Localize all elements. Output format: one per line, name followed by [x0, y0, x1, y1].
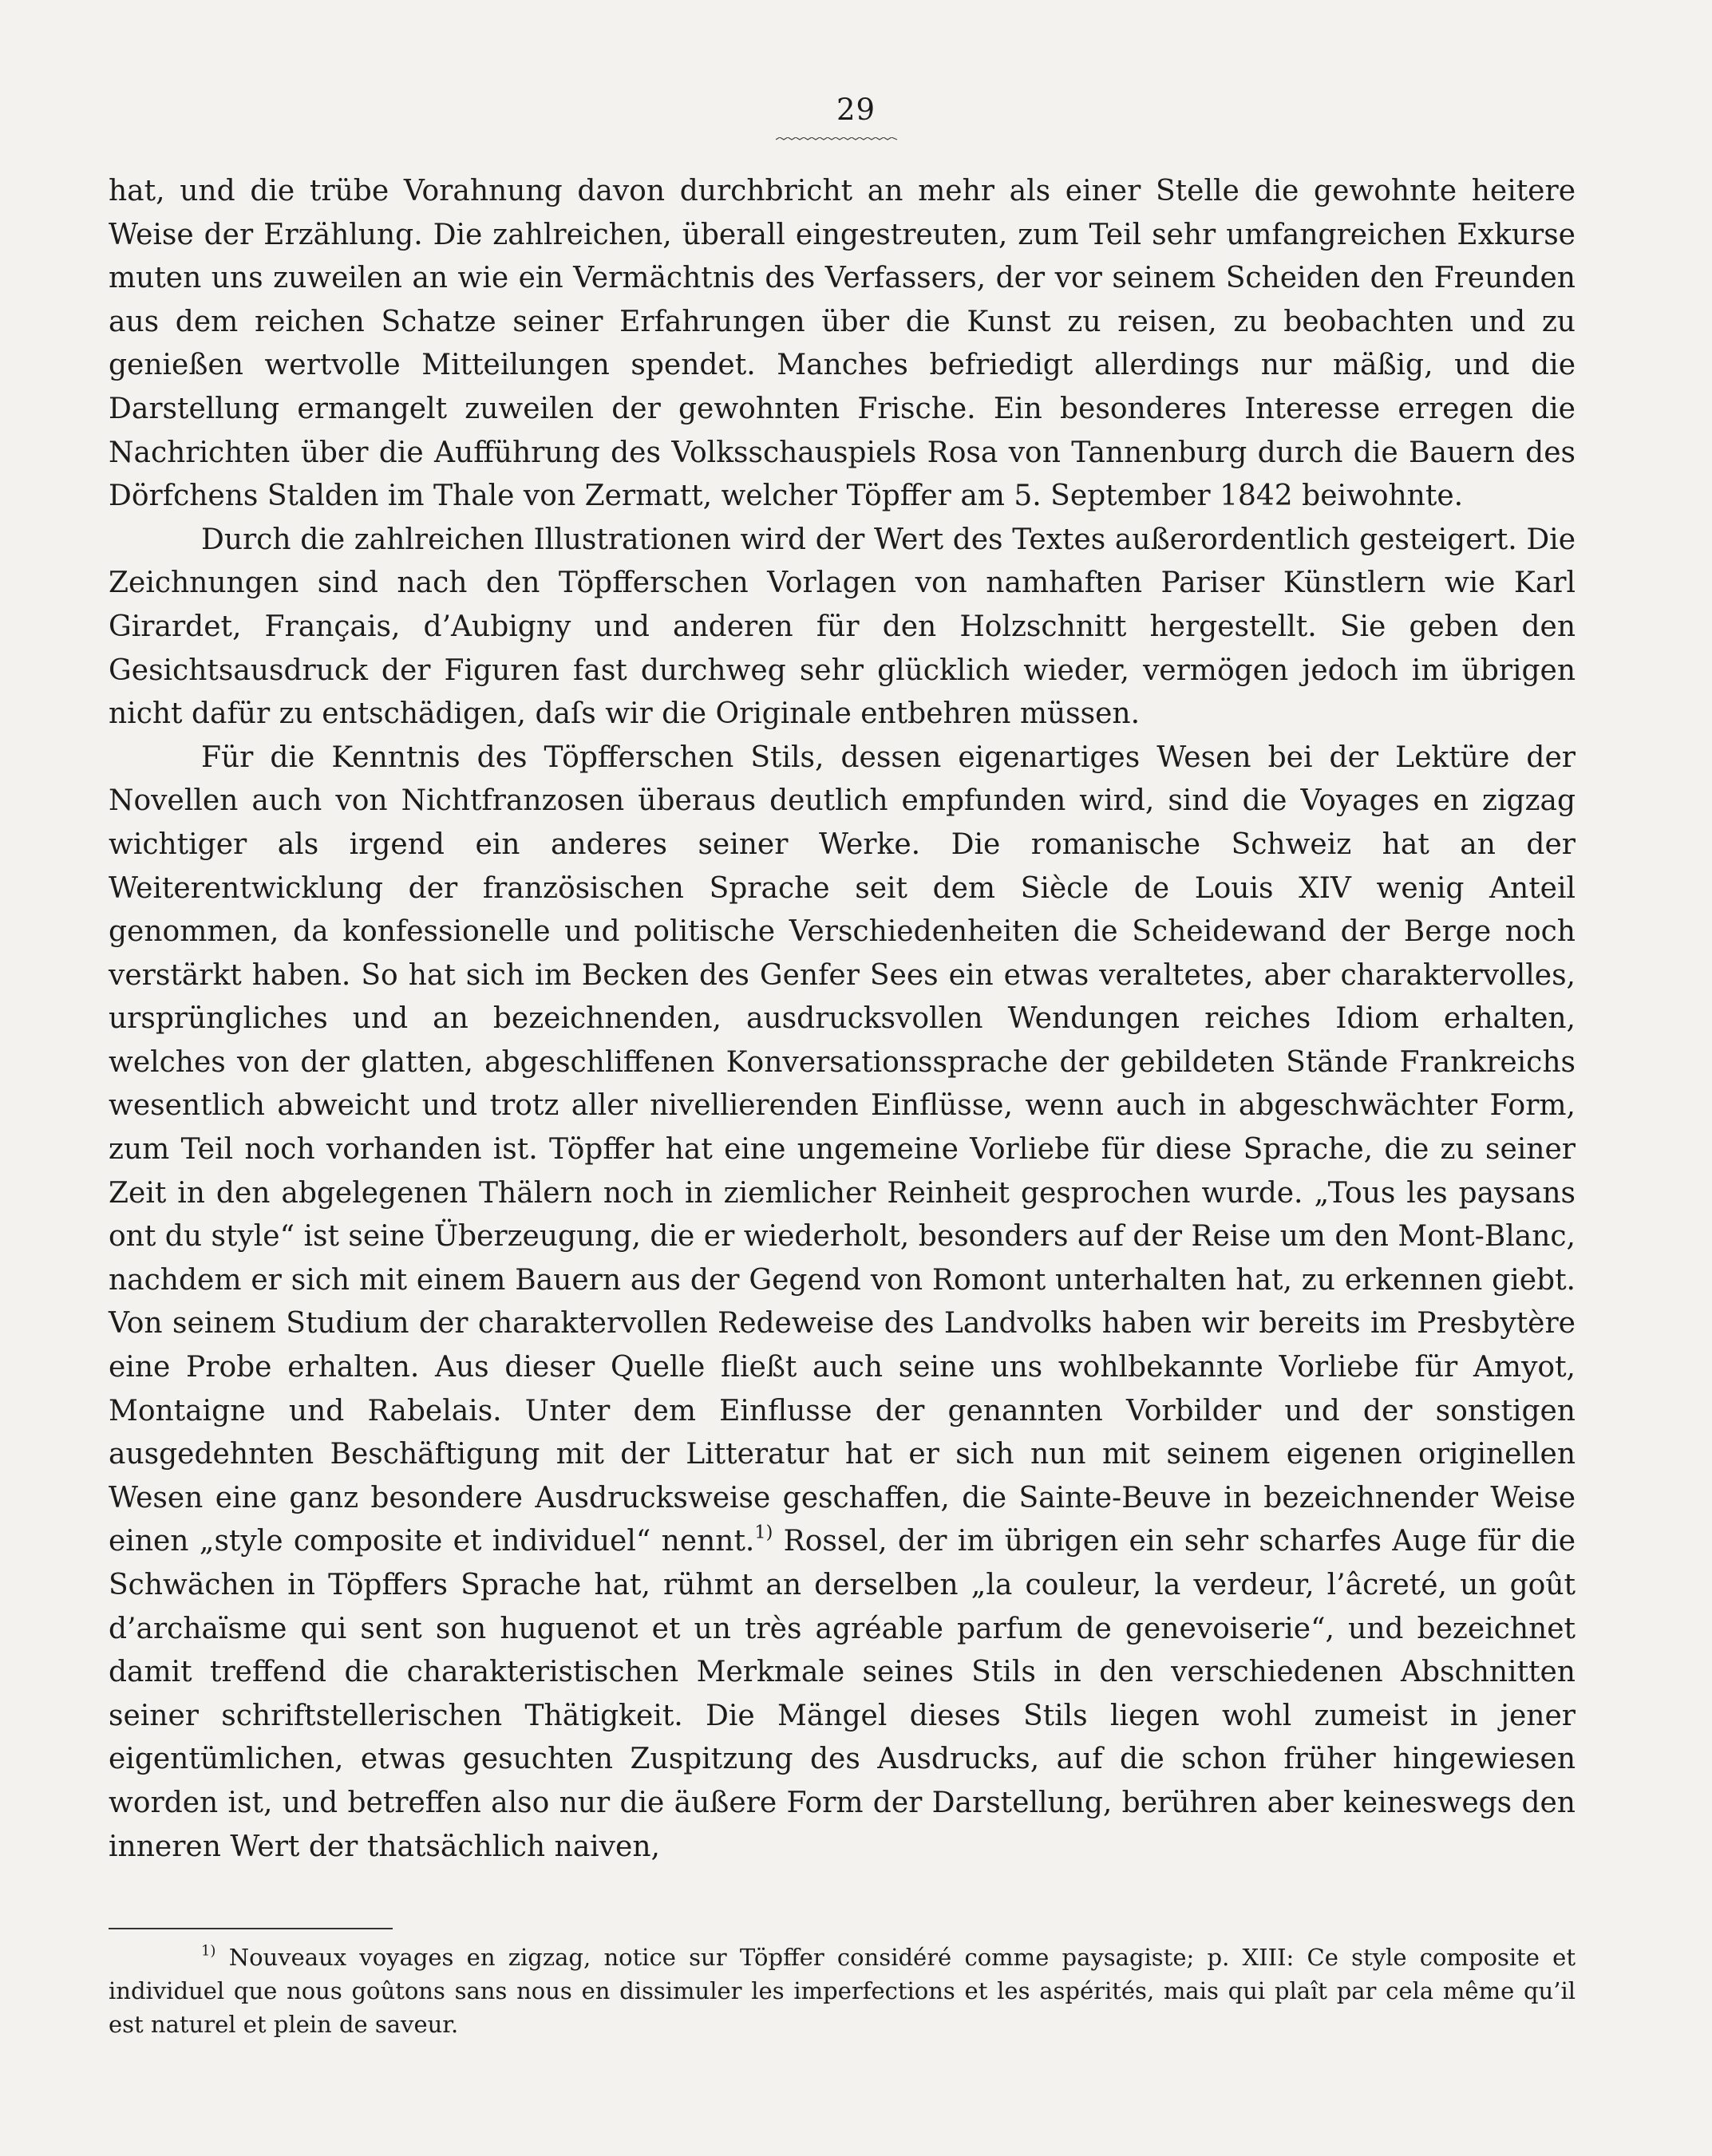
footnotes: [109, 1941, 1576, 2041]
paragraph-2-text: Durch die zahlreichen Illustrationen wird der Wert des Textes außerordentlich gesteigert. Die Zeichnungen sind nach den Töpfferschen Vorlagen von namhaften Pariser Künstlern wie Karl Girardet, Français, d’Aubigny und anderen für den Holzschnitt hergestellt. Sie geben den Gesichtsausdruck der Figuren fast durchweg sehr glücklich wieder, vermögen jedoch im übrigen nicht dafür zu entschädigen, daſs wir die Originale entbehren müssen.: [109, 523, 1576, 731]
footnote-marker: 1): [201, 1942, 216, 1960]
paragraph-3-continuation: Rossel, der im übrigen ein sehr scharfes Auge für die Schwächen in Töpffers Sprache hat, rühmt an derselben „la couleur, la verdeur, l’âcreté, un goût d’archaïsme qui sent son huguenot et un très agréable parfum de genevoiserie“, und bezeichnet damit treffend die charakteristischen Merkmale seines Stils in den verschiedenen Abschnitten seiner schriftstellerischen Thätigkeit. Die Mängel dieses Stils liegen wohl zumeist in jener eigentümlichen, etwas gesuchten Zuspitzung des Ausdrucks, auf die schon früher hingewiesen worden ist, und betreffen also nur die äußere Form der Darstellung, berühren aber keineswegs den inneren Wert der thatsächlich naiven,: [109, 1525, 1576, 1863]
footnote-1: [109, 1941, 1576, 2041]
footnote-reference: 1): [754, 1522, 773, 1543]
paragraph-1-text: hat, und die trübe Vorahnung davon durchbricht an mehr als einer Stelle die gewohnte heitere Weise der Erzählung. Die zahlreichen, überall eingestreuten, zum Teil sehr umfangreichen Exkurse muten uns zuweilen an wie ein Vermächtnis des Verfassers, der vor seinem Scheiden den Freunden aus dem reichen Schatze seiner Erfahrungen über die Kunst zu reisen, zu beobachten und zu genießen wertvolle Mitteilungen spendet. Manches befriedigt allerdings nur mäßig, und die Darstellung ermangelt zuweilen der gewohnten Frische. Ein besonderes Interesse erregen die Nachrichten über die Aufführung des Volksschauspiels Rosa von Tannenburg durch die Bauern des Dörfchens Stalden im Thale von Zermatt, welcher Töpffer am 5. September 1842 beiwohnte.: [109, 175, 1576, 513]
paragraph-3-text: Für die Kenntnis des Töpfferschen Stils, dessen eigenartiges Wesen bei der Lektüre der Novellen auch von Nichtfranzosen überaus deutlich empfunden wird, sind die Voyages en zigzag wichtiger als irgend ein anderes seiner Werke. Die romanische Schweiz hat an der Weiterentwicklung der französischen Sprache seit dem Siècle de Louis XIV wenig Anteil genommen, da konfessionelle und politische Verschiedenheiten die Scheidewand der Berge noch verstärkt haben. So hat sich im Becken des Genfer Sees ein etwas veraltetes, aber charaktervolles, ursprüngliches und an bezeichnenden, ausdrucksvollen Wendungen reiches Idiom erhalten, welches von der glatten, abgeschliffenen Konversationssprache der gebildeten Stände Frankreichs wesentlich abweicht und trotz aller nivellierenden Einflüsse, wenn auch in abgeschwächter Form, zum Teil noch vorhanden ist. Töpffer hat eine ungemeine Vorliebe für diese Sprache, die zu seiner Zeit in den abgelegenen Thälern noch in ziemlicher Reinheit gesprochen wurde. „Tous les paysans ont du style“ ist seine Überzeugung, die er wiederholt, besonders auf der Reise um den Mont-Blanc, nachdem er sich mit einem Bauern aus der Gegend von Romont unterhalten hat, zu erkennen giebt. Von seinem Studium der charaktervollen Redeweise des Landvolks haben wir bereits im Presbytère eine Probe erhalten. Aus dieser Quelle fließt auch seine uns wohlbekannte Vorliebe für Amyot, Montaigne und Rabelais. Unter dem Einflusse der genannten Vorbilder und der sonstigen ausgedehnten Beschäftigung mit der Litteratur hat er sich nun mit seinem eigenen originellen Wesen eine ganz besondere Ausdrucksweise geschaffen, die Sainte-Beuve in bezeichnender Weise einen „style composite et individuel“ nennt.: [109, 740, 1576, 1558]
footnote-text: Nouveaux voyages en zigzag, notice sur Töpffer considéré comme paysagiste; p. XIII: Ce style composite et individuel que nous goûtons sans nous en dissimuler les imperfections et les aspérités, mais qui plaît par cela même qu’il est naturel et plein de saveur.: [109, 1944, 1576, 2038]
paragraph-3: [109, 736, 1576, 1869]
page-number: 29: [836, 93, 876, 127]
body-text: [109, 170, 1576, 1869]
paragraph-1: [109, 170, 1576, 519]
paragraph-2: [109, 519, 1576, 736]
footnote-divider: [109, 1928, 393, 1929]
page-number-ornament: [776, 137, 897, 142]
